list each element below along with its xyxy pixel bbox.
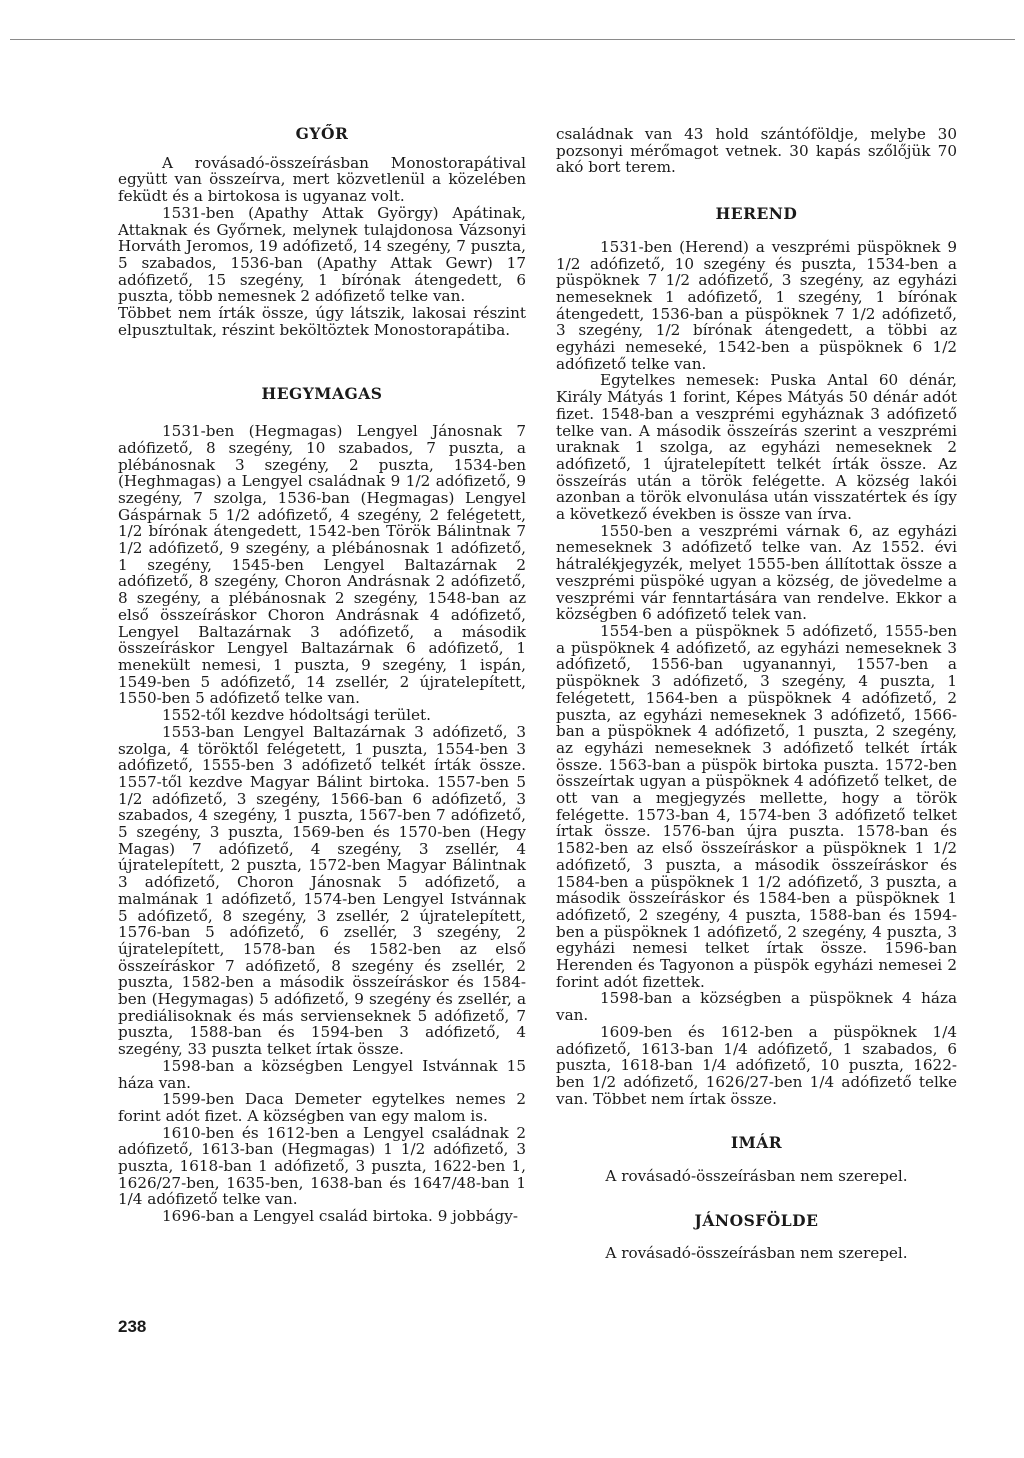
paragraph: 1550-ben a veszprémi várnak 6, az egyházi nemeseknek 3 adófizető telke van. Az 1552. évi hátralékjegyzék, melyet 1555-ben állítottak össze a veszprémi püspöké ugyan a község, de jövedelme a veszprémi vár fenntartására van rendelve. Ekkor a községben 6 adófizető telek van. <box>556 521 957 624</box>
paragraph: 1609-ben és 1612-ben a püspöknek 1/4 adófizető, 1613-ban 1/4 adófizető, 1 szabados, 6 puszta, 1618-ban 1/4 adófizető, 10 puszta, 1622-ben 1/2 adófizető, 1626/27-ben 1/4 adófizető telke van. Többet nem írtak össze. <box>556 1022 957 1108</box>
paragraph: 1552-től kezdve hódoltsági terület. <box>162 706 431 725</box>
paragraph: 1553-ban Lengyel Baltazárnak 3 adófizető, 3 szolga, 4 töröktől felégetett, 1 puszta, 1554-ben 3 adófizető, 1555-ben 3 adófizető telkét írták össze. 1557-től kezdve Magyar Bálint birtoka. 1557-ben 5 1/2 adófizető, 3 szegény, 1566-ban 6 adófizető, 3 szabados, 4 szegény, 1 puszta, 1567-ben 7 adófizető, 5 szegény, 3 puszta, 1569-ben és 1570-ben (Hegy Magas) 7 adófizető, 4 szegény, 3 zsellér, 4 újratelepített, 2 puszta, 1572-ben Magyar Bálintnak 3 adófizető, Choron Jánosnak 5 adófizető, a malmának 1 adófizető, 1574-ben Lengyel Istvánnak 5 adófizető, 8 szegény, 3 zsellér, 2 újratelepített, 1576-ban 5 adófizető, 6 zsellér, 3 szegény, 2 újratelepített, 1578-ban és 1582-ben az első összeíráskor 7 adófizető, 8 szegény és zsellér, 2 puszta, 1582-ben a második összeíráskor és 1584-ben (Hegymagas) 5 adófizető, 9 szegény és zsellér, a prediálisoknak és más servienseknek 5 adófizető, 7 puszta, 1588-ban és 1594-ben 3 adófizető, 4 szegény, 33 puszta telket írtak össze. <box>118 722 526 1059</box>
paragraph: A rovásadó-összeírásban nem szerepel. <box>605 1244 908 1263</box>
paragraph: 1531-ben (Apathy Attak György) Apátinak, Attaknak és Győrnek, melynek tulajdonosa Vázsonyi Horváth Jeromos, 19 adófizető, 14 szegény, 7 puszta, 5 szabados, 1536-ban (Apathy Attak Gewr) 17 adófizető, 15 szegény, 1 bírónak átengedett, 6 puszta, több nemesnek 2 adófizető telke van. <box>118 203 526 306</box>
paragraph: A rovásadó-összeírásban nem szerepel. <box>605 1167 908 1186</box>
section-title-hegymagas: HEGYMAGAS <box>261 384 383 404</box>
paragraph: 1598-ban a községben Lengyel Istvánnak 15 háza van. <box>118 1056 526 1092</box>
section-title-gyor: GYŐR <box>295 124 349 143</box>
section-title-janosfolde: JÁNOSFÖLDE <box>694 1210 819 1230</box>
paragraph: 1696-ban a Lengyel család birtoka. 9 jobbágy- <box>162 1207 518 1226</box>
paragraph: 1531-ben (Herend) a veszprémi püspöknek 9 1/2 adófizető, 10 szegény és puszta, 1534-ben a püspöknek 7 1/2 adófizető, 3 szegény, az egyházi nemeseknek 1 adófizető, 1 szegény, 1 bírónak átengedett, 1536-ban a püspöknek 7 1/2 adófizető, 3 szegény, 1/2 bírónak átengedett, a többi az egyházi nemeseké, 1542-ben a püspöknek 6 1/2 adófizető telke van. <box>556 237 957 373</box>
paragraph: Egytelkes nemesek: Puska Antal 60 dénár, Király Mátyás 1 forint, Képes Mátyás 50 dénár adót fizet. 1548-ban a veszprémi egyháznak 3 adófizető telke van. A második összeírás szerint a veszprémi uraknak 1 szolga, az egyházi nemeseknek 2 adófizető, 1 újratelepített telkét írták össze. Az összeírás után a török felégette. A község lakói azonban a török elvonulása után visszatértek és így a következő években is össze van írva. <box>556 371 957 524</box>
paragraph: 1531-ben (Hegmagas) Lengyel Jánosnak 7 adófizető, 8 szegény, 10 szabados, 7 puszta, a plébánosnak 3 szegény, 2 puszta, 1534-ben (Heghmagas) a Lengyel családnak 9 1/2 adófizető, 9 szegény, 7 szolga, 1536-ban (Hegmagas) Lengyel Gáspárnak 5 1/2 adófizető, 4 szegény, 2 felégetett, 1/2 bírónak átengedett, 1542-ben Török Bálintnak 7 1/2 adófizető, 9 szegény, a plébánosnak 1 adófizető, 1 szegény, 1545-ben Lengyel Baltazárnak 2 adófizető, 8 szegény, Choron Andrásnak 2 adófizető, 8 szegény, a plébánosnak 2 szegény, 1548-ban az első összeíráskor Choron Andrásnak 4 adófizető, Lengyel Baltazárnak 3 adófizető, a második összeíráskor Lengyel Baltazárnak 6 adófizető, 1 menekült nemesi, 1 puszta, 9 szegény, 1 ispán, 1549-ben 5 adófizető, 14 zsellér, 2 újratelepített, 1550-ben 5 adófizető telke van. <box>118 422 526 708</box>
page-number: 238 <box>118 1317 147 1336</box>
section-title-imar: IMÁR <box>730 1133 783 1153</box>
top-rule <box>10 39 1015 40</box>
section-title-herend: HEREND <box>715 204 798 224</box>
paragraph: A rovásadó-összeírásban Monostorapátival együtt van összeírva, mert közvetlenül a közelében feküdt és a birtokosa is ugyanaz volt. <box>118 153 526 206</box>
right-column <box>556 126 957 1262</box>
paragraph: családnak van 43 hold szántóföldje, melybe 30 pozsonyi mérőmagot vetnek. 30 kapás szőlőjük 70 akó bort terem. <box>556 125 957 177</box>
paragraph: 1598-ban a községben a püspöknek 4 háza van. <box>556 989 957 1025</box>
left-column <box>118 126 526 1225</box>
paragraph: 1610-ben és 1612-ben a Lengyel családnak 2 adófizető, 1613-ban (Hegmagas) 1 1/2 adófizető, 3 puszta, 1618-ban 1 adófizető, 3 puszta, 1622-ben 1, 1626/27-ben, 1635-ben, 1638-ban és 1647/48-ban 1 1/4 adófizető telke van. <box>118 1123 526 1209</box>
paragraph: 1599-ben Daca Demeter egytelkes nemes 2 forint adót fizet. A községben van egy malom is. <box>118 1090 526 1125</box>
paragraph: 1554-ben a püspöknek 5 adófizető, 1555-ben a püspöknek 4 adófizető, az egyházi nemeseknek 3 adófizető, 1556-ban ugyanannyi, 1557-ben a püspöknek 3 adófizető, 3 szegény, 4 puszta, 1 felégetett, 1564-ben a püspöknek 4 adófizető, 2 puszta, az egyházi nemeseknek 3 adófizető, 1566-ban a püspöknek 4 adófizető, 1 puszta, 2 szegény, az egyházi nemeseknek 3 adófizető telkét írták össze. 1563-ban a püspök birtoka puszta. 1572-ben összeírtak ugyan a püspöknek 4 adófizető telket, de ott van a megjegyzés mellette, hogy a török felégette. 1573-ban 4, 1574-ben 3 adófizető telket írtak össze. 1576-ban újra puszta. 1578-ban és 1582-ben az első összeíráskor a püspöknek 1 1/2 adófizető, 3 puszta, a második összeíráskor és 1584-ben a püspöknek 1 1/2 adófizető, 3 puszta, a második összeíráskor és 1584-ben a püspöknek 1 adófizető, 2 szegény, 4 puszta, 1588-ban és 1594-ben a püspöknek 1 adófizető, 2 szegény, 4 puszta, 3 egyházi nemesi telket írtak össze. 1596-ban Herenden és Tagyonon a püspök egyházi nemesei 2 forint adót fizettek. <box>556 621 957 991</box>
paragraph: Többet nem írták össze, úgy látszik, lakosai részint elpusztultak, részint beköltöztek Monostorapátiba. <box>118 304 526 339</box>
